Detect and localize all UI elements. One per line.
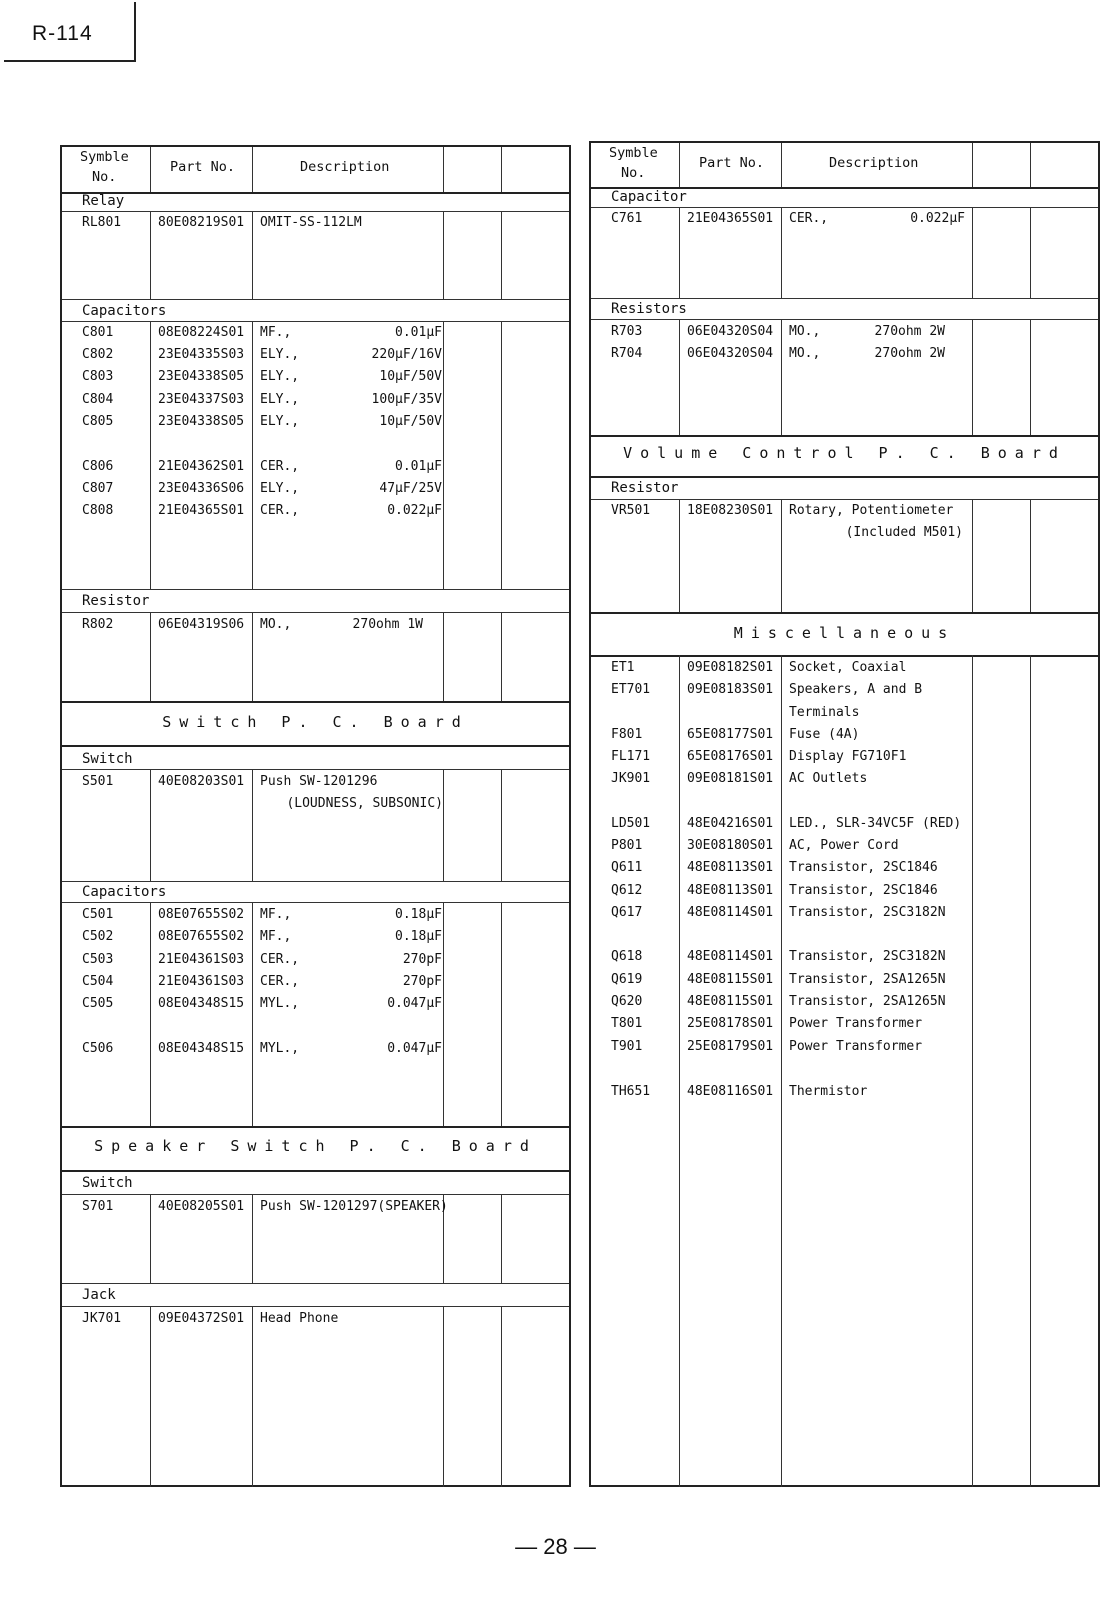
- part-no: 25E08178S01: [687, 1016, 774, 1031]
- section-rule: [591, 435, 1098, 437]
- table-row: [591, 503, 1098, 525]
- section-rule: [62, 1170, 569, 1172]
- section-label-capacitors: Capacitors: [82, 303, 167, 319]
- part-no: 65E08177S01: [687, 727, 774, 742]
- symbol: C505: [82, 996, 114, 1011]
- value: 270ohm 2W: [874, 324, 945, 339]
- value: 0.01μF: [395, 459, 442, 474]
- symbol: C807: [82, 481, 114, 496]
- section-label-relay: Relay: [82, 193, 125, 209]
- section-rule: [62, 299, 569, 300]
- table-row: [62, 617, 569, 639]
- description: CER.,: [260, 974, 300, 989]
- symbol: P801: [611, 838, 643, 853]
- symbol: TH651: [611, 1084, 651, 1099]
- part-no: 40E08205S01: [158, 1199, 245, 1214]
- symbol: JK701: [82, 1311, 122, 1326]
- part-no: 23E04338S05: [158, 369, 245, 384]
- section-rule: [591, 207, 1098, 208]
- symbol: C504: [82, 974, 114, 989]
- description: Terminals: [789, 705, 860, 720]
- symbol: Q617: [611, 905, 643, 920]
- part-no: 08E07655S02: [158, 907, 245, 922]
- symbol: T901: [611, 1039, 643, 1054]
- page-number: — 28 —: [515, 1534, 596, 1559]
- part-no: 21E04362S01: [158, 459, 245, 474]
- model-number-box: [4, 2, 136, 62]
- section-rule: [62, 769, 569, 770]
- part-no: 23E04335S03: [158, 347, 245, 362]
- symbol: F801: [611, 727, 643, 742]
- table-row: [591, 972, 1098, 994]
- description: Speakers, A and B: [789, 682, 923, 697]
- symbol: Q618: [611, 949, 643, 964]
- section-rule: [62, 1126, 569, 1128]
- section-rule: [591, 499, 1098, 500]
- table-row: [62, 481, 569, 503]
- col-divider: [972, 143, 973, 188]
- symbol: RL801: [82, 215, 122, 230]
- value: 47μF/25V: [379, 481, 442, 496]
- table-row: [591, 1084, 1098, 1106]
- symbol: C502: [82, 929, 114, 944]
- table-row: [591, 660, 1098, 682]
- table-row: [591, 860, 1098, 882]
- value: 270pF: [402, 952, 442, 967]
- table-row: [62, 325, 569, 347]
- col-divider: [150, 147, 151, 194]
- symbol: C801: [82, 325, 114, 340]
- part-no: 21E04361S03: [158, 974, 245, 989]
- value: 0.022μF: [910, 211, 965, 226]
- description: Head Phone: [260, 1311, 339, 1326]
- board-title-volume-control: Volume Control P. C. Board: [623, 444, 1066, 462]
- part-no: 25E08179S01: [687, 1039, 774, 1054]
- value: 100μF/35V: [371, 392, 442, 407]
- col-divider: [443, 147, 444, 194]
- symbol: C503: [82, 952, 114, 967]
- description: MO.,: [789, 324, 821, 339]
- table-row: [62, 503, 569, 525]
- table-row: [62, 907, 569, 929]
- table-row: [591, 1016, 1098, 1038]
- section-rule: [591, 298, 1098, 299]
- symbol: R802: [82, 617, 114, 632]
- col-divider: [252, 147, 253, 194]
- part-no: 30E08180S01: [687, 838, 774, 853]
- header-symbol-l1: Symble: [609, 145, 658, 161]
- description: Transistor, 2SC3182N: [789, 905, 946, 920]
- section-rule: [62, 701, 569, 703]
- symbol: C501: [82, 907, 114, 922]
- value: 10μF/50V: [379, 369, 442, 384]
- description: Power Transformer: [789, 1016, 923, 1031]
- section-rule: [62, 589, 569, 590]
- symbol: FL171: [611, 749, 651, 764]
- description: Socket, Coaxial: [789, 660, 907, 675]
- symbol: C802: [82, 347, 114, 362]
- value: 10μF/50V: [379, 414, 442, 429]
- part-no: 23E04336S06: [158, 481, 245, 496]
- value: (LOUDNESS, SUBSONIC): [286, 796, 443, 811]
- header-description: Description: [300, 159, 390, 175]
- symbol: C805: [82, 414, 114, 429]
- part-no: 08E04348S15: [158, 1041, 245, 1056]
- table-row: [62, 215, 569, 237]
- col-divider: [443, 1306, 444, 1487]
- table-row: [591, 838, 1098, 860]
- model-number: R-114: [32, 22, 93, 45]
- table-row: [591, 749, 1098, 771]
- description: MF.,: [260, 325, 292, 340]
- col-divider: [679, 143, 680, 188]
- col-divider: [252, 1306, 253, 1487]
- part-no: 09E04372S01: [158, 1311, 245, 1326]
- symbol: C506: [82, 1041, 114, 1056]
- description: MO.,: [260, 617, 292, 632]
- description: MYL.,: [260, 1041, 300, 1056]
- part-no: 08E04348S15: [158, 996, 245, 1011]
- table-row: [62, 796, 569, 818]
- table-row: [591, 883, 1098, 905]
- section-rule: [62, 902, 569, 903]
- description: ELY.,: [260, 414, 300, 429]
- value: 0.047μF: [387, 996, 442, 1011]
- header-description: Description: [829, 155, 919, 171]
- part-no: 06E04320S04: [687, 346, 774, 361]
- section-rule: [62, 211, 569, 212]
- part-no: 18E08230S01: [687, 503, 774, 518]
- header-symbol-l2: No.: [92, 169, 117, 185]
- value: 0.047μF: [387, 1041, 442, 1056]
- part-no: 48E08116S01: [687, 1084, 774, 1099]
- section-label-resistors: Resistors: [611, 301, 687, 317]
- symbol: ET701: [611, 682, 651, 697]
- header-rule: [62, 192, 569, 194]
- description: Display FG710F1: [789, 749, 907, 764]
- part-no: 48E08115S01: [687, 994, 774, 1009]
- description: ELY.,: [260, 481, 300, 496]
- table-row: [62, 392, 569, 414]
- description: ELY.,: [260, 369, 300, 384]
- part-no: 06E04319S06: [158, 617, 245, 632]
- table-row: [591, 816, 1098, 838]
- section-rule: [62, 1194, 569, 1195]
- symbol: C806: [82, 459, 114, 474]
- value: 270ohm 2W: [874, 346, 945, 361]
- part-no: 48E08113S01: [687, 860, 774, 875]
- part-no: 08E07655S02: [158, 929, 245, 944]
- board-title-miscellaneous: Miscellaneous: [733, 624, 956, 642]
- table-row: [591, 705, 1098, 727]
- section-rule: [591, 612, 1098, 614]
- value: 220μF/16V: [371, 347, 442, 362]
- value: 270ohm 1W: [352, 617, 423, 632]
- header-part-no: Part No.: [699, 155, 765, 171]
- part-no: 09E08182S01: [687, 660, 774, 675]
- description: MYL.,: [260, 996, 300, 1011]
- symbol: S501: [82, 774, 114, 789]
- table-row: [62, 929, 569, 951]
- part-no: 48E08113S01: [687, 883, 774, 898]
- section-label-capacitor: Capacitor: [611, 189, 687, 205]
- symbol: JK901: [611, 771, 651, 786]
- col-divider: [501, 1306, 502, 1487]
- description: LED., SLR-34VC5F (RED): [789, 816, 962, 831]
- symbol: C808: [82, 503, 114, 518]
- description: AC, Power Cord: [789, 838, 899, 853]
- header-part-no: Part No.: [170, 159, 236, 175]
- section-rule: [62, 745, 569, 747]
- table-row: [591, 905, 1098, 927]
- table-row: [591, 1039, 1098, 1061]
- section-label-resistor: Resistor: [82, 593, 150, 609]
- section-rule: [62, 321, 569, 322]
- board-title-speaker-switch: Speaker Switch P. C. Board: [94, 1137, 537, 1155]
- symbol: S701: [82, 1199, 114, 1214]
- col-divider: [501, 147, 502, 194]
- board-title-switch: Switch P. C. Board: [162, 713, 469, 731]
- table-row: [591, 525, 1098, 547]
- value: 0.022μF: [387, 503, 442, 518]
- col-divider: [1030, 143, 1031, 188]
- section-rule: [62, 1306, 569, 1307]
- part-no: 21E04365S01: [158, 503, 245, 518]
- description: Fuse (4A): [789, 727, 860, 742]
- symbol: R703: [611, 324, 643, 339]
- description: CER.,: [789, 211, 829, 226]
- part-no: 48E04216S01: [687, 816, 774, 831]
- table-row: [591, 949, 1098, 971]
- description: MF.,: [260, 929, 292, 944]
- table-row: [62, 347, 569, 369]
- symbol: C804: [82, 392, 114, 407]
- description: MF.,: [260, 907, 292, 922]
- symbol: Q619: [611, 972, 643, 987]
- value: 0.18μF: [395, 929, 442, 944]
- section-label-jack: Jack: [82, 1287, 116, 1303]
- section-rule: [62, 1283, 569, 1284]
- symbol: R704: [611, 346, 643, 361]
- symbol: Q620: [611, 994, 643, 1009]
- table-row: [62, 1041, 569, 1063]
- section-label-switch: Switch: [82, 751, 133, 767]
- table-row: [62, 369, 569, 391]
- col-divider: [781, 143, 782, 188]
- header-symbol-l2: No.: [621, 165, 646, 181]
- section-rule: [62, 881, 569, 882]
- value: (Included M501): [845, 525, 963, 540]
- value: 0.18μF: [395, 907, 442, 922]
- part-no: 23E04337S03: [158, 392, 245, 407]
- value: 0.01μF: [395, 325, 442, 340]
- description: CER.,: [260, 952, 300, 967]
- section-label-switch: Switch: [82, 1175, 133, 1191]
- description: AC Outlets: [789, 771, 868, 786]
- symbol: C803: [82, 369, 114, 384]
- description: Push SW-1201296: [260, 774, 378, 789]
- description: Transistor, 2SA1265N: [789, 994, 946, 1009]
- table-row: [591, 727, 1098, 749]
- part-no: 48E08114S01: [687, 905, 774, 920]
- part-no: 09E08181S01: [687, 771, 774, 786]
- table-row: [591, 324, 1098, 346]
- table-row: [62, 996, 569, 1018]
- part-no: 08E08224S01: [158, 325, 245, 340]
- description: Transistor, 2SA1265N: [789, 972, 946, 987]
- table-row: [591, 771, 1098, 793]
- symbol: LD501: [611, 816, 651, 831]
- col-divider: [150, 1306, 151, 1487]
- part-no: 65E08176S01: [687, 749, 774, 764]
- part-no: 40E08203S01: [158, 774, 245, 789]
- description: ELY.,: [260, 347, 300, 362]
- table-row: [62, 952, 569, 974]
- left-parts-table: [60, 145, 571, 1487]
- symbol: VR501: [611, 503, 651, 518]
- section-label-capacitors: Capacitors: [82, 884, 167, 900]
- part-no: 23E04338S05: [158, 414, 245, 429]
- description: Transistor, 2SC3182N: [789, 949, 946, 964]
- part-no: 09E08183S01: [687, 682, 774, 697]
- table-row: [62, 459, 569, 481]
- symbol: ET1: [611, 660, 635, 675]
- description: Transistor, 2SC1846: [789, 860, 938, 875]
- table-row: [62, 974, 569, 996]
- table-row: [62, 1199, 569, 1221]
- table-row: [591, 346, 1098, 368]
- part-no: 21E04365S01: [687, 211, 774, 226]
- part-no: 21E04361S03: [158, 952, 245, 967]
- symbol: T801: [611, 1016, 643, 1031]
- table-row: [591, 994, 1098, 1016]
- section-rule: [591, 655, 1098, 657]
- table-row: [62, 774, 569, 796]
- description: CER.,: [260, 503, 300, 518]
- description: Power Transformer: [789, 1039, 923, 1054]
- part-no: 48E08114S01: [687, 949, 774, 964]
- description: Thermistor: [789, 1084, 868, 1099]
- description: OMIT-SS-112LM: [260, 215, 362, 230]
- value: 270pF: [402, 974, 442, 989]
- header-symbol-l1: Symble: [80, 149, 129, 165]
- symbol: Q612: [611, 883, 643, 898]
- section-label-resistor: Resistor: [611, 480, 679, 496]
- description: ELY.,: [260, 392, 300, 407]
- section-rule: [62, 612, 569, 613]
- description: MO.,: [789, 346, 821, 361]
- description: Transistor, 2SC1846: [789, 883, 938, 898]
- section-rule: [591, 476, 1098, 478]
- table-row: [62, 414, 569, 436]
- part-no: 80E08219S01: [158, 215, 245, 230]
- part-no: 48E08115S01: [687, 972, 774, 987]
- description: CER.,: [260, 459, 300, 474]
- table-row: [591, 682, 1098, 704]
- right-parts-table: [589, 141, 1100, 1487]
- symbol: C761: [611, 211, 643, 226]
- description: Rotary, Potentiometer: [789, 503, 954, 518]
- table-row: [591, 211, 1098, 233]
- part-no: 06E04320S04: [687, 324, 774, 339]
- section-rule: [591, 319, 1098, 320]
- symbol: Q611: [611, 860, 643, 875]
- table-row: [62, 1311, 569, 1333]
- description: Push SW-1201297(SPEAKER): [260, 1199, 448, 1214]
